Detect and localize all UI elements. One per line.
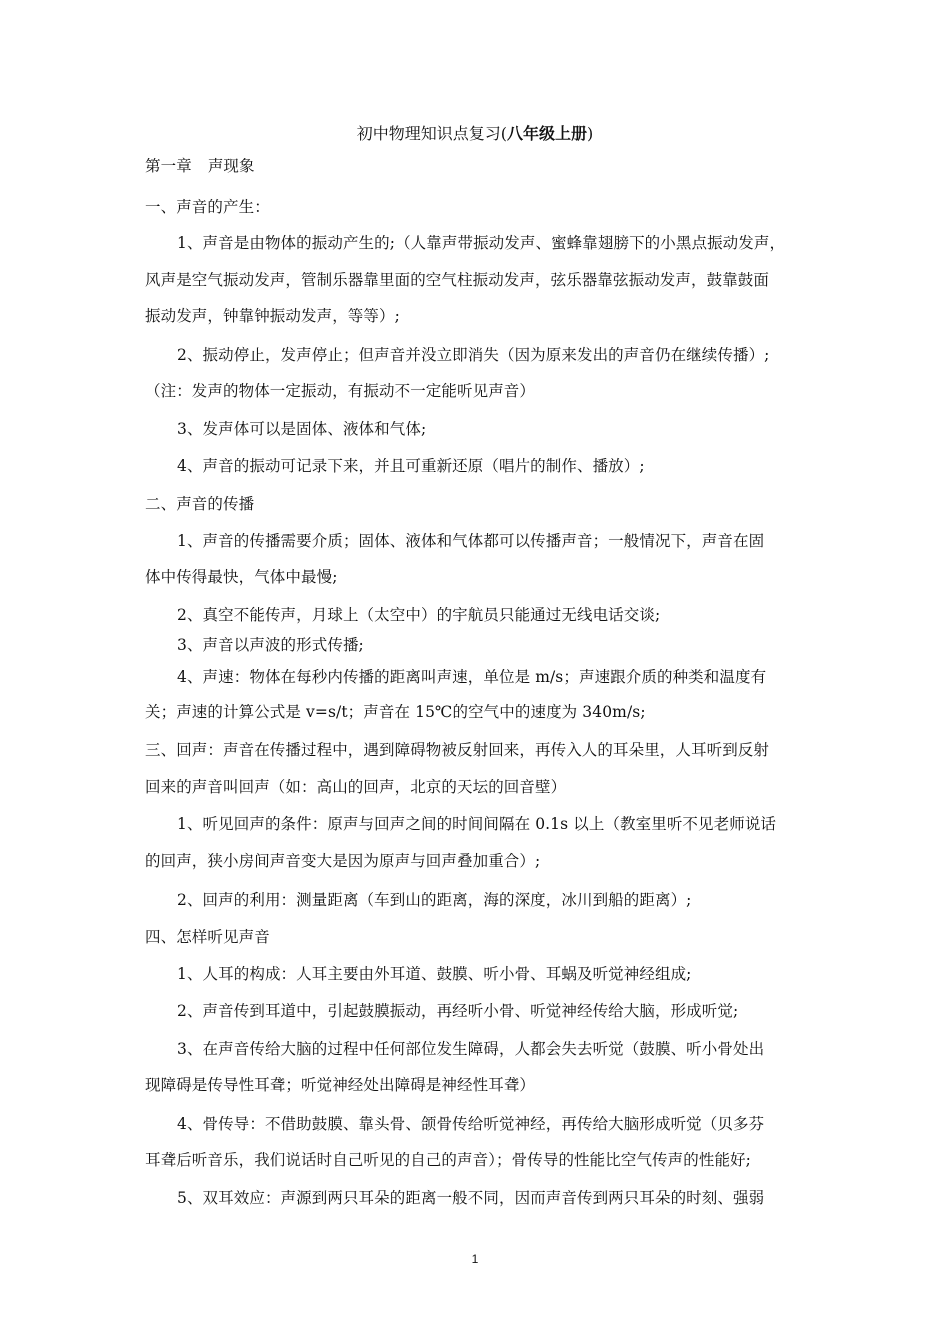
paragraph-line: 3、声音以声波的形式传播; [177, 636, 364, 654]
title-main: 初中物理知识点复习( [356, 124, 507, 143]
paragraph-line: 体中传得最快，气体中最慢; [145, 568, 338, 586]
section-heading: 三、回声：声音在传播过程中，遇到障碍物被反射回来，再传入人的耳朵里，人耳听到反射 [145, 741, 770, 759]
chapter-title: 声现象 [207, 157, 255, 175]
chapter-number: 第一章 [145, 157, 192, 175]
section-heading: 二、声音的传播 [145, 495, 255, 513]
paragraph-line: 2、真空不能传声，月球上（太空中）的宇航员只能通过无线电话交谈; [177, 606, 661, 624]
paragraph-line: 1、声音是由物体的振动产生的;（人靠声带振动发声、蜜蜂靠翅膀下的小黑点振动发声， [177, 234, 786, 252]
paragraph-line: 关；声速的计算公式是 v=s/t；声音在 15℃的空气中的速度为 340m/s; [145, 703, 646, 721]
paragraph-line: 回来的声音叫回声（如：高山的回声，北京的天坛的回音壁） [145, 778, 567, 796]
page-number: 1 [471, 1252, 479, 1266]
paragraph-line: 4、声音的振动可记录下来，并且可重新还原（唱片的制作、播放）; [177, 457, 645, 475]
paragraph-line: 耳聋后听音乐，我们说话时自己听见的自己的声音）；骨传导的性能比空气传声的性能好; [145, 1151, 751, 1169]
paragraph-line: 2、振动停止，发声停止；但声音并没立即消失（因为原来发出的声音仍在继续传播）; [177, 346, 770, 364]
paragraph-line: 的回声，狭小房间声音变大是因为原声与回声叠加重合）; [145, 852, 541, 870]
section-heading: 四、怎样听见声音 [145, 928, 270, 946]
paragraph-line: 4、声速：物体在每秒内传播的距离叫声速，单位是 m/s；声速跟介质的种类和温度有 [177, 668, 767, 686]
paragraph-line: 1、听见回声的条件：原声与回声之间的时间间隔在 0.1s 以上（教室里听不见老师说话 [177, 815, 777, 833]
paragraph-line: 1、声音的传播需要介质；固体、液体和气体都可以传播声音；一般情况下，声音在固 [177, 532, 765, 550]
paragraph-line: 5、双耳效应：声源到两只耳朵的距离一般不同，因而声音传到两只耳朵的时刻、强弱 [177, 1189, 765, 1207]
paragraph-line: 振动发声，钟靠钟振动发声，等等）; [145, 307, 400, 325]
page-title [0, 124, 950, 144]
paragraph-line: 3、发声体可以是固体、液体和气体; [177, 420, 427, 438]
title-end: ) [587, 124, 594, 143]
paragraph-line: 1、人耳的构成：人耳主要由外耳道、鼓膜、听小骨、耳蜗及听觉神经组成; [177, 965, 692, 983]
paragraph-line: （注：发声的物体一定振动，有振动不一定能听见声音） [145, 382, 536, 400]
paragraph-line: 风声是空气振动发声，管制乐器靠里面的空气柱振动发声，弦乐器靠弦振动发声，鼓靠鼓面 [145, 271, 770, 289]
paragraph-line: 2、声音传到耳道中，引起鼓膜振动，再经听小骨、听觉神经传给大脑，形成听觉; [177, 1002, 739, 1020]
paragraph-line: 现障碍是传导性耳聋；听觉神经处出障碍是神经性耳聋） [145, 1076, 536, 1094]
paragraph-line: 4、骨传导：不借助鼓膜、靠头骨、颌骨传给听觉神经，再传给大脑形成听觉（贝多芬 [177, 1115, 765, 1133]
paragraph-line: 2、回声的利用：测量距离（车到山的距离，海的深度，冰川到船的距离）; [177, 891, 692, 909]
chapter-heading [145, 156, 815, 176]
paragraph-line: 3、在声音传给大脑的过程中任何部位发生障碍，人都会失去听觉（鼓膜、听小骨处出 [177, 1040, 765, 1058]
section-heading: 一、声音的产生： [145, 198, 270, 216]
title-bold: 八年级上册 [506, 124, 587, 143]
